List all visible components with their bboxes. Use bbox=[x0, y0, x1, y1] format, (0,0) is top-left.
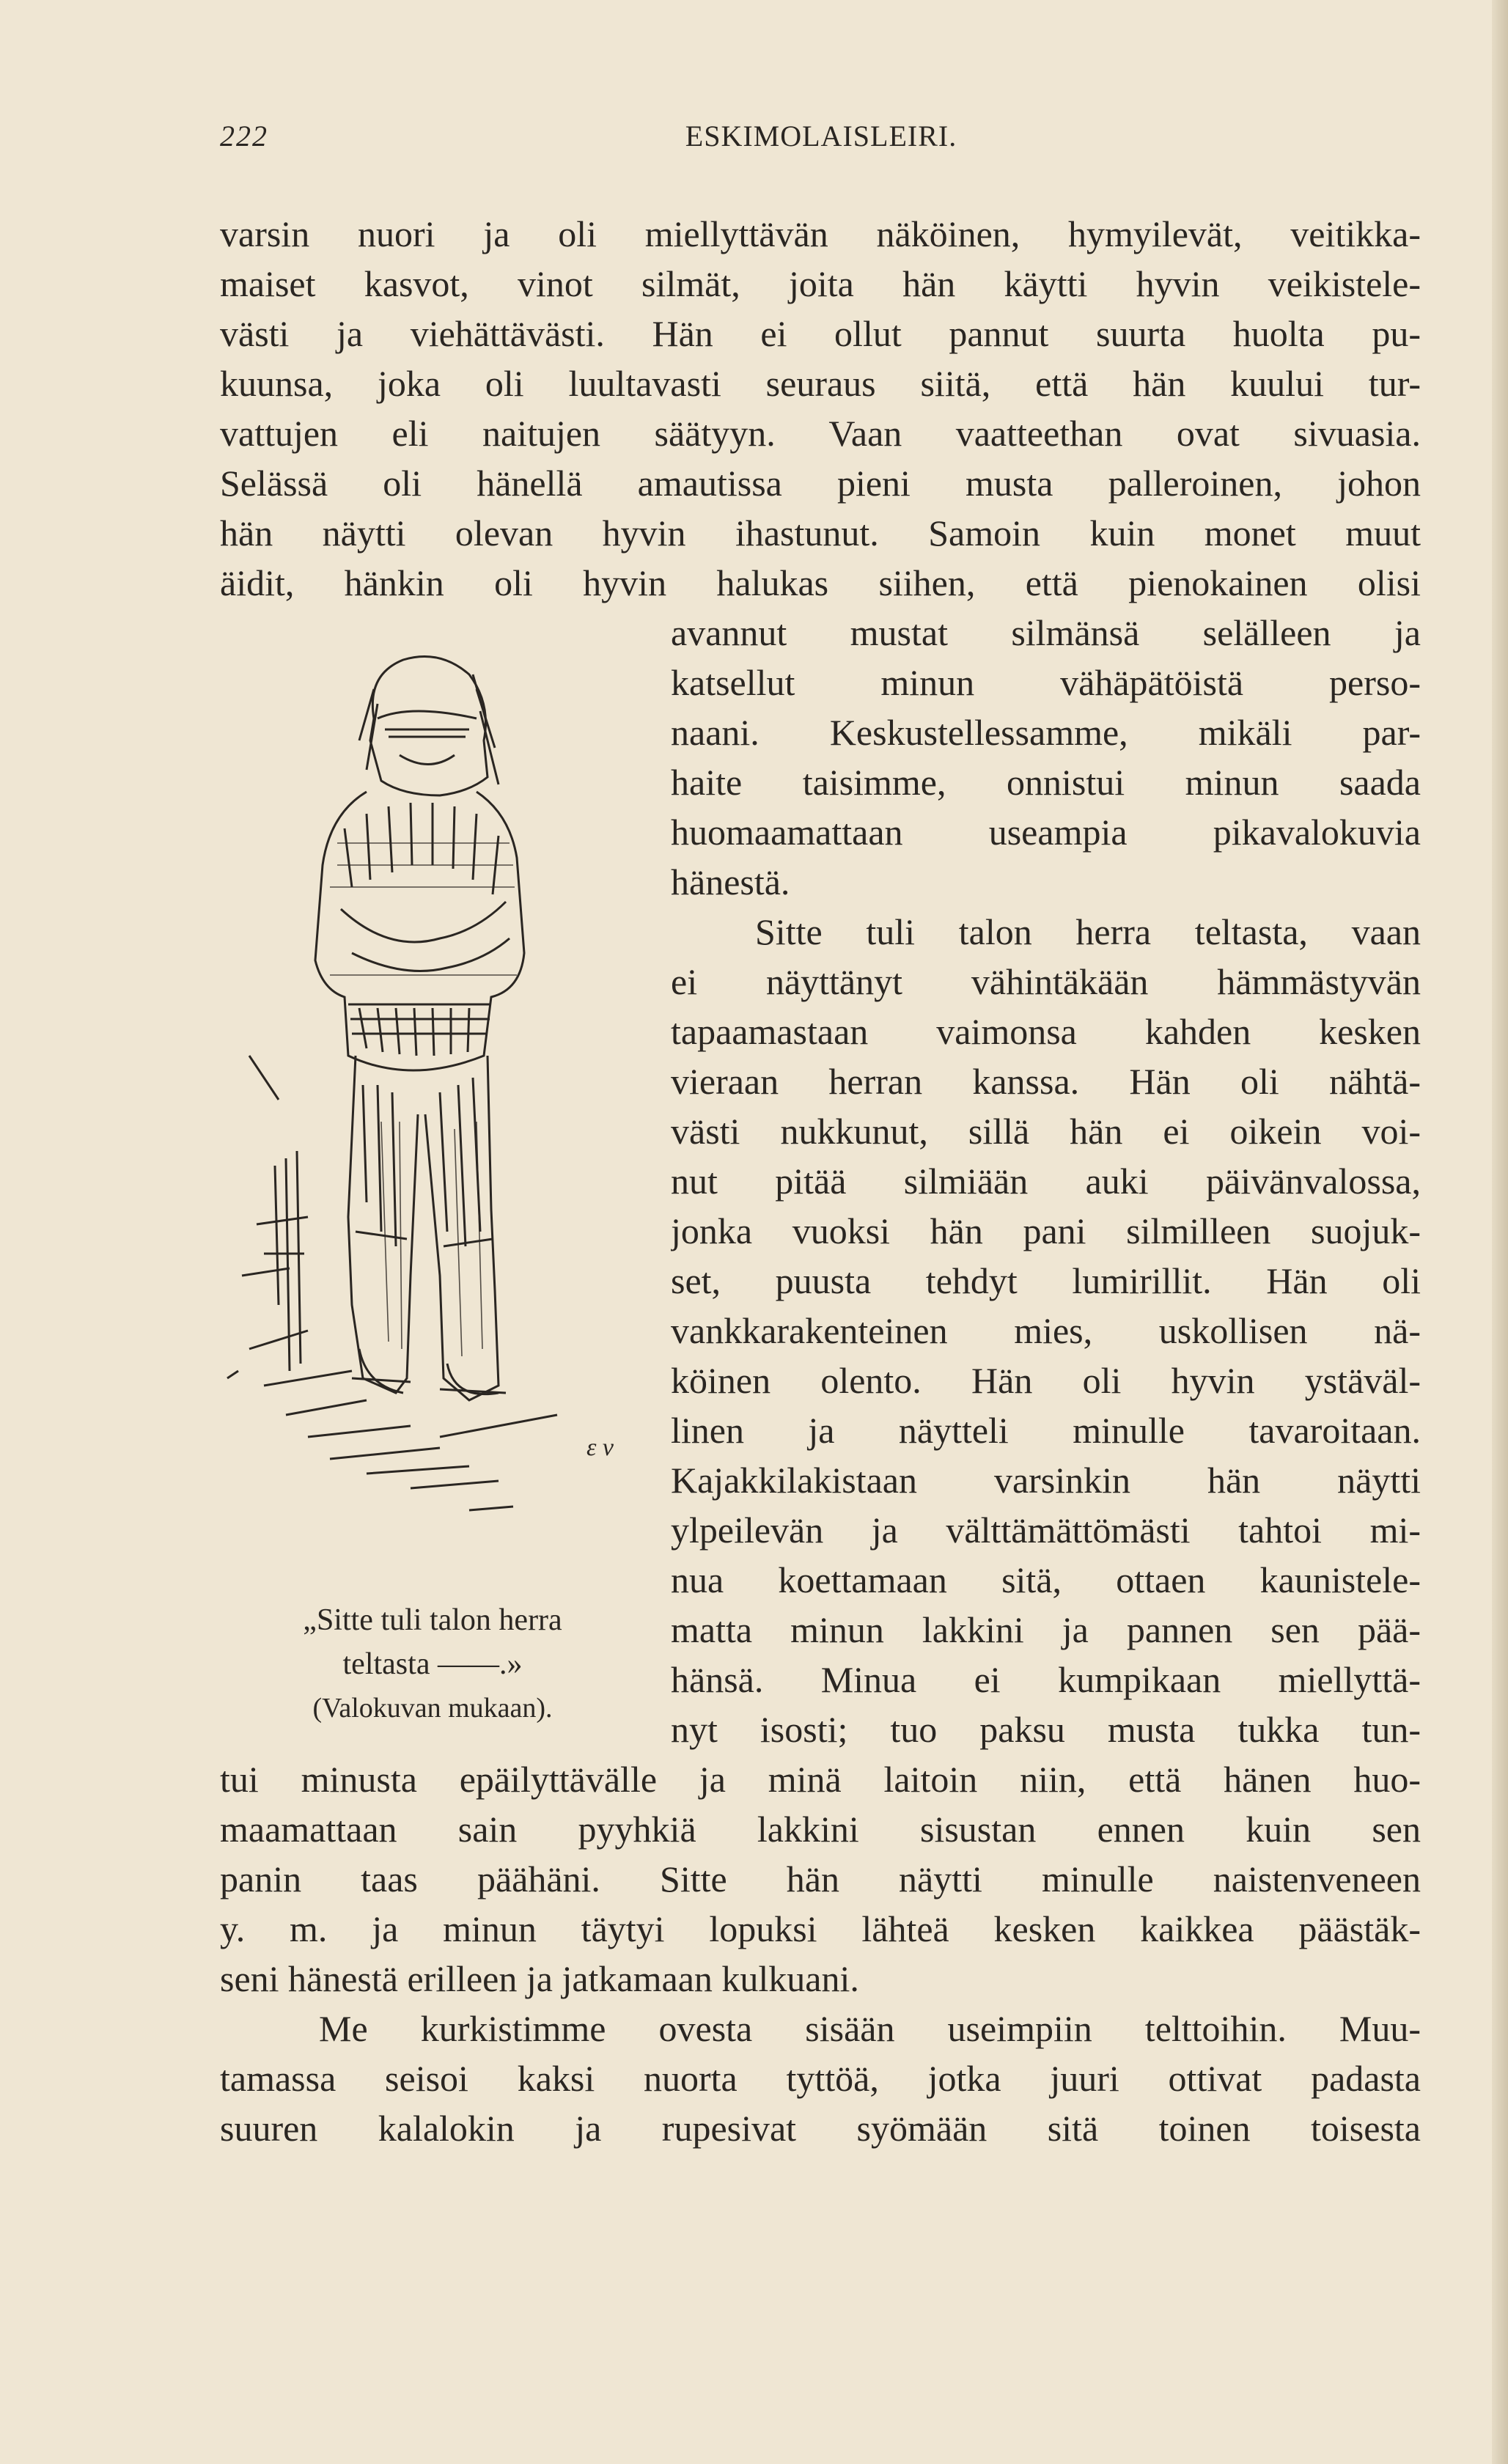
text-line: naani. Keskustellessamme, mikäli par- bbox=[671, 712, 1421, 753]
text-line: nyt isosti; tuo paksu musta tukka tun- bbox=[671, 1709, 1421, 1750]
text-line: matta minun lakkini ja pannen sen pää- bbox=[671, 1609, 1421, 1650]
text-line: jonka vuoksi hän pani silmilleen suojuk- bbox=[671, 1210, 1421, 1251]
text-line: maiset kasvot, vinot silmät, joita hän käytti hyvin veikistele- bbox=[220, 263, 1421, 304]
text-line: tapaamastaan vaimonsa kahden kesken bbox=[671, 1011, 1421, 1052]
page-number: 222 bbox=[220, 119, 268, 152]
text-line: linen ja näytteli minulle tavaroitaan. bbox=[671, 1410, 1421, 1451]
text-line: Sitte tuli talon herra teltasta, vaan bbox=[755, 911, 1421, 952]
text-line: seni hänestä erilleen ja jatkamaan kulkuani. bbox=[220, 1958, 859, 1999]
text-line: hän näytti olevan hyvin ihastunut. Samoin kuin monet muut bbox=[220, 512, 1421, 554]
text-line: avannut mustat silmänsä selälleen ja bbox=[671, 612, 1421, 653]
page-edge bbox=[1492, 0, 1508, 2464]
text-line: varsin nuori ja oli miellyttävän näköinen, hymyilevät, veitikka- bbox=[220, 213, 1421, 254]
text-line: vankkarakenteinen mies, uskollisen nä- bbox=[671, 1310, 1421, 1351]
text-line: hänestä. bbox=[671, 861, 790, 902]
text-line: tui minusta epäilyttävälle ja minä laitoin niin, että hänen huo- bbox=[220, 1759, 1421, 1800]
text-line: set, puusta tehdyt lumirillit. Hän oli bbox=[671, 1260, 1421, 1301]
text-line: suuren kalalokin ja rupesivat syömään sitä toinen toisesta bbox=[220, 2108, 1421, 2149]
text-line: panin taas päähäni. Sitte hän näytti minulle naistenveneen bbox=[220, 1858, 1421, 1900]
text-line: västi ja viehättävästi. Hän ei ollut pannut suurta huolta pu- bbox=[220, 313, 1421, 354]
text-line: västi nukkunut, sillä hän ei oikein voi- bbox=[671, 1111, 1421, 1152]
man-standing-illustration-icon bbox=[220, 645, 645, 1598]
text-line: haite taisimme, onnistui minun saada bbox=[671, 762, 1421, 803]
text-line: vieraan herran kanssa. Hän oli nähtä- bbox=[671, 1061, 1421, 1102]
text-line: Kajakkilakistaan varsinkin hän näytti bbox=[671, 1460, 1421, 1501]
running-title: ESKIMOLAISLEIRI. bbox=[685, 119, 957, 152]
figure-caption-line: „Sitte tuli talon herra bbox=[303, 1603, 562, 1637]
text-line: hänsä. Minua ei kumpikaan miellyttä- bbox=[671, 1659, 1421, 1700]
svg-text:ε ν: ε ν bbox=[586, 1434, 614, 1461]
text-line: vattujen eli naitujen säätyyn. Vaan vaatteethan ovat sivuasia. bbox=[220, 413, 1421, 454]
text-line: Me kurkistimme ovesta sisään useimpiin telttoihin. Muu- bbox=[319, 2008, 1421, 2049]
text-line: kuunsa, joka oli luultavasti seuraus siitä, että hän kuului tur- bbox=[220, 363, 1421, 404]
figure-caption-source: (Valokuvan mukaan). bbox=[312, 1693, 553, 1724]
text-line: nut pitää silmiään auki päivänvalossa, bbox=[671, 1161, 1421, 1202]
text-line: äidit, hänkin oli hyvin halukas siihen, että pienokainen olisi bbox=[220, 562, 1421, 603]
text-line: katsellut minun vähäpätöistä perso- bbox=[671, 662, 1421, 703]
text-line: y. m. ja minun täytyi lopuksi lähteä kesken kaikkea päästäk- bbox=[220, 1908, 1421, 1949]
text-line: köinen olento. Hän oli hyvin ystäväl- bbox=[671, 1360, 1421, 1401]
figure-caption-line: teltasta ——.» bbox=[342, 1647, 523, 1681]
text-line: maamattaan sain pyyhkiä lakkini sisustan ennen kuin sen bbox=[220, 1809, 1421, 1850]
text-line: tamassa seisoi kaksi nuorta tyttöä, jotka juuri ottivat padasta bbox=[220, 2058, 1421, 2099]
text-line: huomaamattaan useampia pikavalokuvia bbox=[671, 812, 1421, 853]
text-line: ylpeilevän ja välttämättömästi tahtoi mi- bbox=[671, 1509, 1421, 1551]
text-line: Selässä oli hänellä amautissa pieni musta palleroinen, johon bbox=[220, 463, 1421, 504]
text-line: ei näyttänyt vähintäkään hämmästyvän bbox=[671, 961, 1421, 1002]
page-header bbox=[220, 119, 1422, 163]
text-line: nua koettamaan sitä, ottaen kaunistele- bbox=[671, 1559, 1421, 1600]
